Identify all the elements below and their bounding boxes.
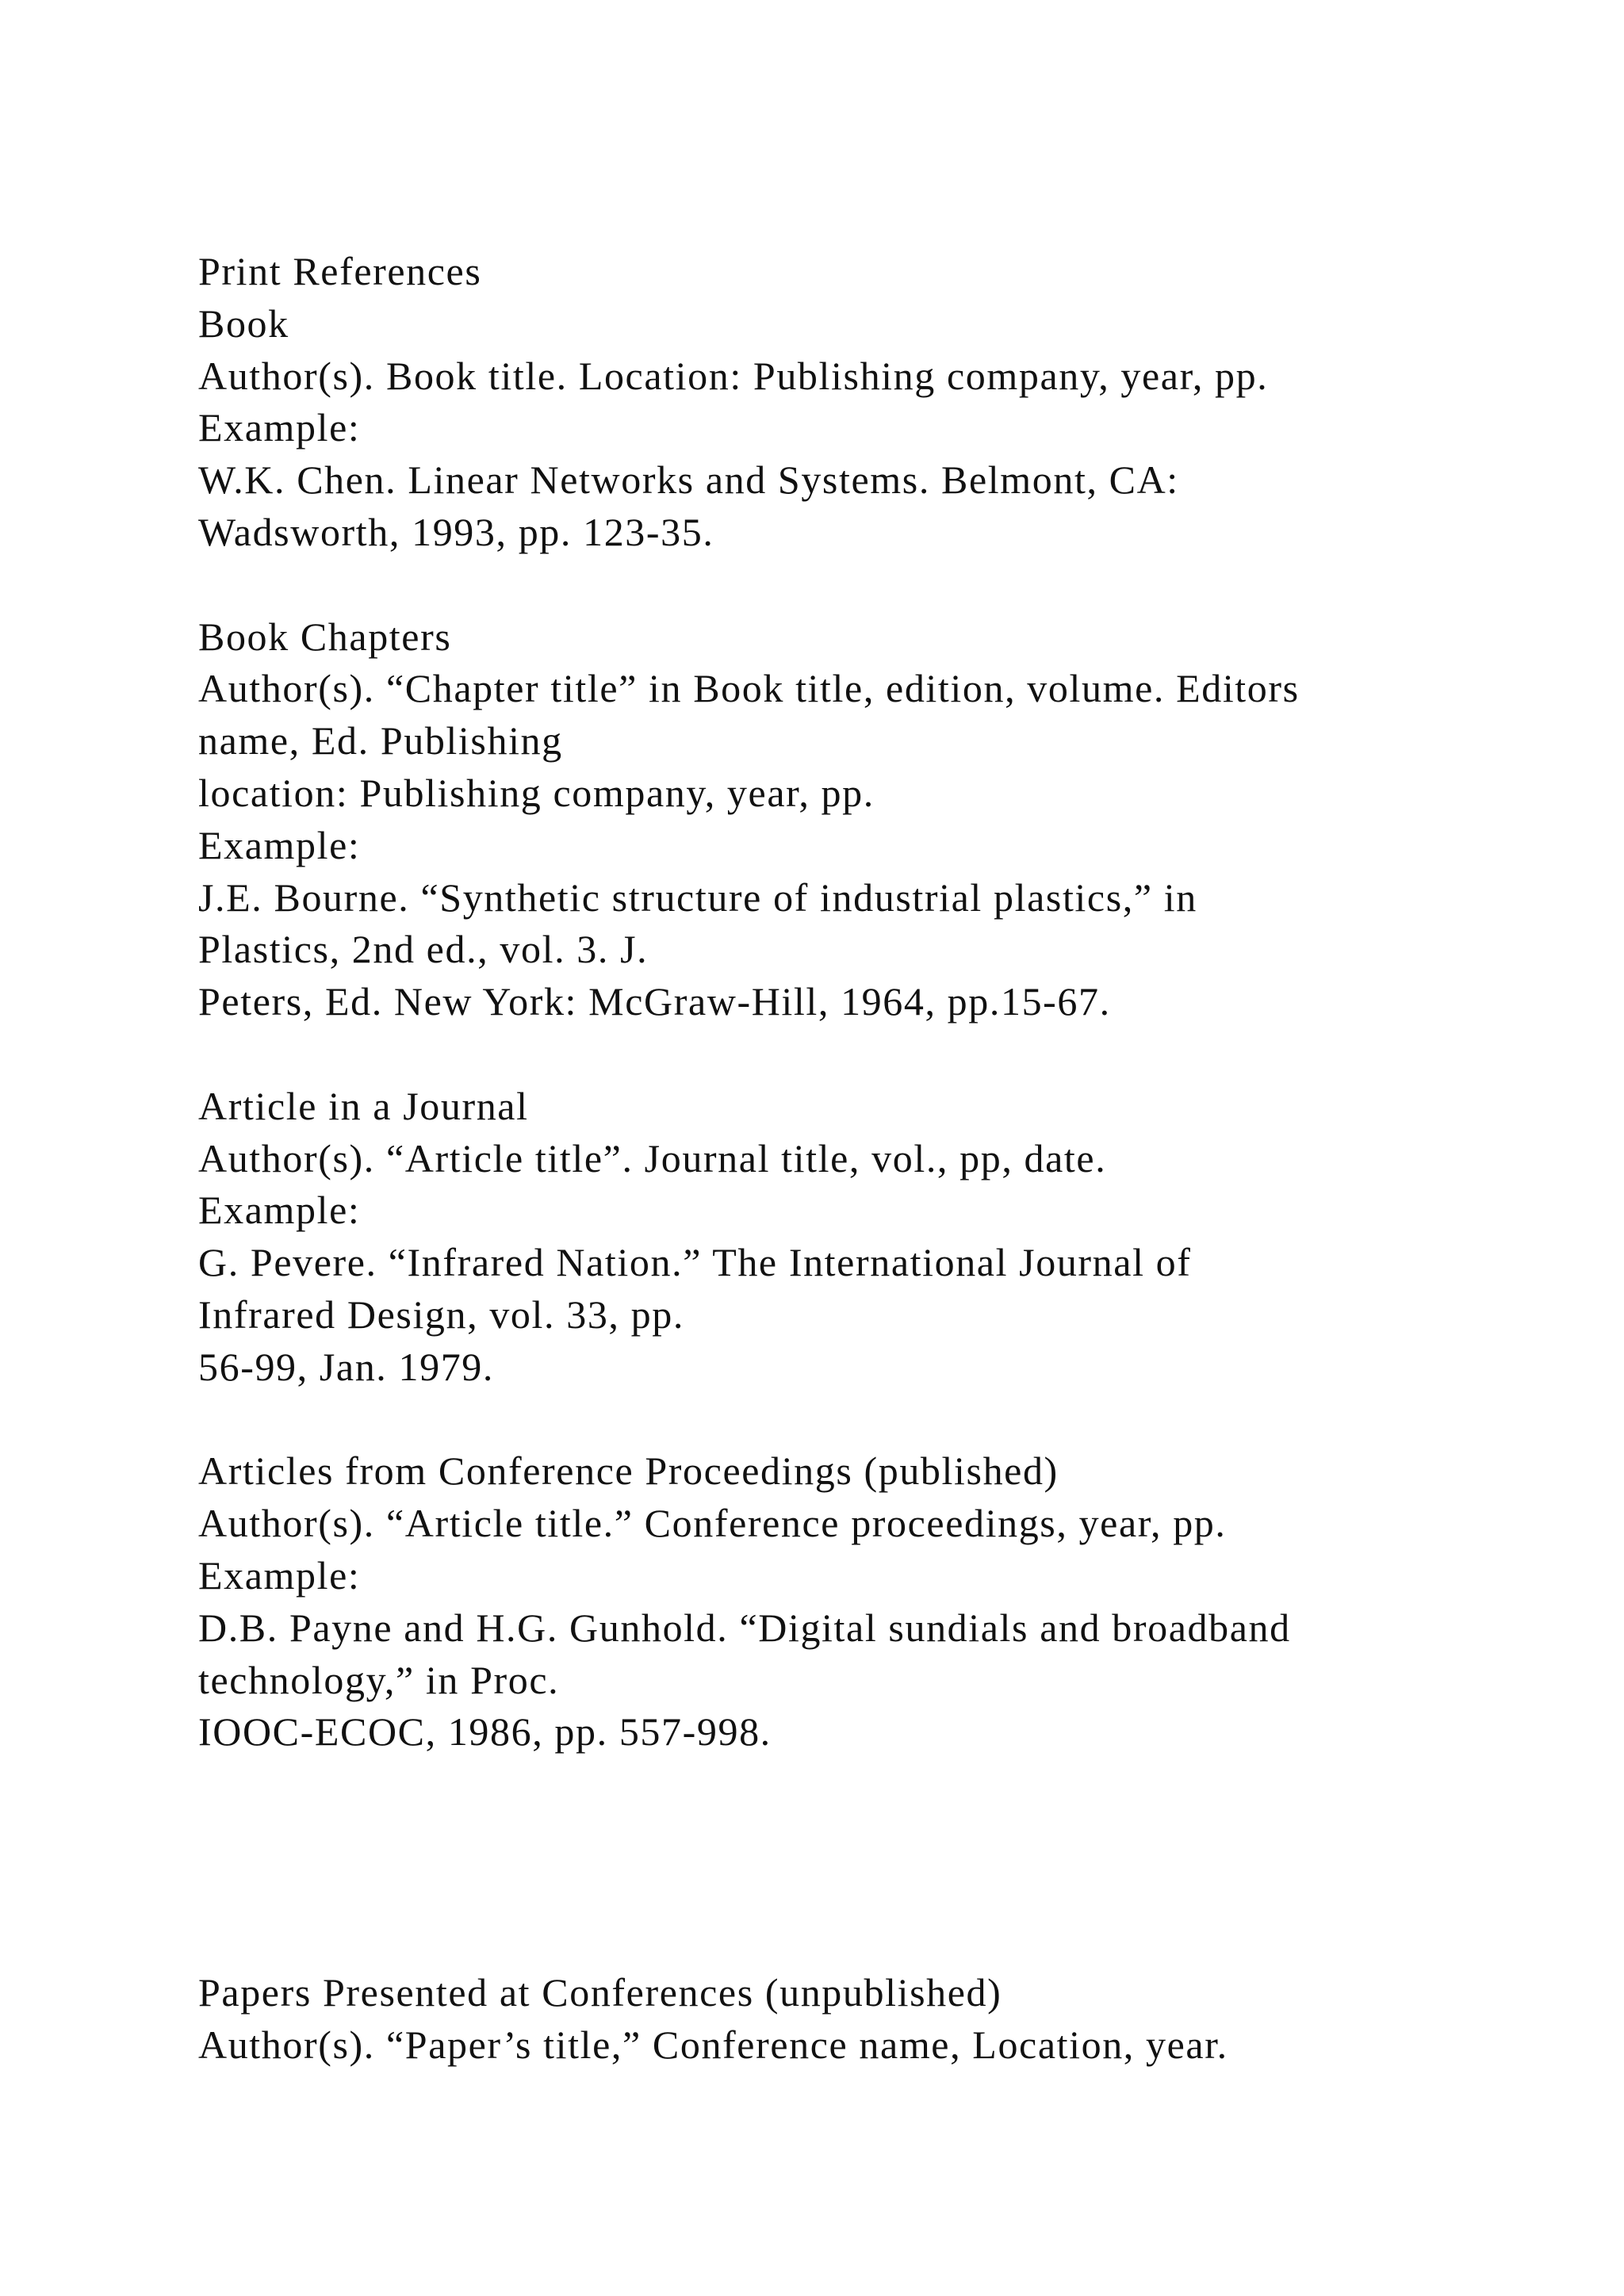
document-body — [198, 246, 1546, 2072]
document-title: Print References — [198, 249, 482, 293]
format-line: name, Ed. Publishing — [198, 718, 563, 763]
format-line: Author(s). “Article title”. Journal title, vol., pp, date. — [198, 1135, 1107, 1181]
example-line: Plastics, 2nd ed., vol. 3. J. — [198, 927, 649, 972]
format-line: Author(s). “Article title.” Conference proceedings, year, pp. — [198, 1501, 1227, 1546]
example-label: Example: — [198, 1188, 361, 1233]
format-line: Author(s). Book title. Location: Publishing company, year, pp. — [198, 353, 1269, 398]
format-line: location: Publishing company, year, pp. — [198, 770, 875, 815]
example-line: Wadsworth, 1993, pp. 123-35. — [198, 509, 714, 554]
section-heading-book-chapters: Book Chapters — [198, 614, 452, 659]
example-line: 56-99, Jan. 1979. — [198, 1344, 495, 1389]
example-line: W.K. Chen. Linear Networks and Systems. Belmont, CA: — [198, 457, 1179, 503]
format-line: Author(s). “Paper’s title,” Conference name, Location, year. — [198, 2022, 1228, 2068]
example-line: technology,” in Proc. — [198, 1657, 560, 1702]
paragraph-spacer — [198, 1758, 1546, 1967]
paragraph-spacer — [198, 1394, 1546, 1446]
example-line: IOOC-ECOC, 1986, pp. 557-998. — [198, 1709, 772, 1755]
section-heading-journal-article: Article in a Journal — [198, 1083, 529, 1128]
paragraph-spacer — [198, 559, 1546, 611]
section-heading-unpublished-papers: Papers Presented at Conferences (unpublished) — [198, 1970, 1002, 2015]
section-heading-conference-proceedings: Articles from Conference Proceedings (published) — [198, 1448, 1059, 1494]
example-line: Peters, Ed. New York: McGraw-Hill, 1964, pp.15-67. — [198, 979, 1111, 1024]
example-label: Example: — [198, 1552, 361, 1598]
example-line: G. Pevere. “Infrared Nation.” The International Journal of — [198, 1240, 1192, 1285]
section-heading-book: Book — [198, 300, 289, 346]
format-line: Author(s). “Chapter title” in Book title, edition, volume. Editors — [198, 666, 1300, 711]
example-label: Example: — [198, 822, 361, 867]
example-line: Infrared Design, vol. 33, pp. — [198, 1292, 684, 1337]
paragraph-spacer — [198, 1028, 1546, 1081]
example-line: J.E. Bourne. “Synthetic structure of industrial plastics,” in — [198, 874, 1197, 920]
example-line: D.B. Payne and H.G. Gunhold. “Digital sundials and broadband — [198, 1605, 1291, 1650]
example-label: Example: — [198, 405, 361, 450]
